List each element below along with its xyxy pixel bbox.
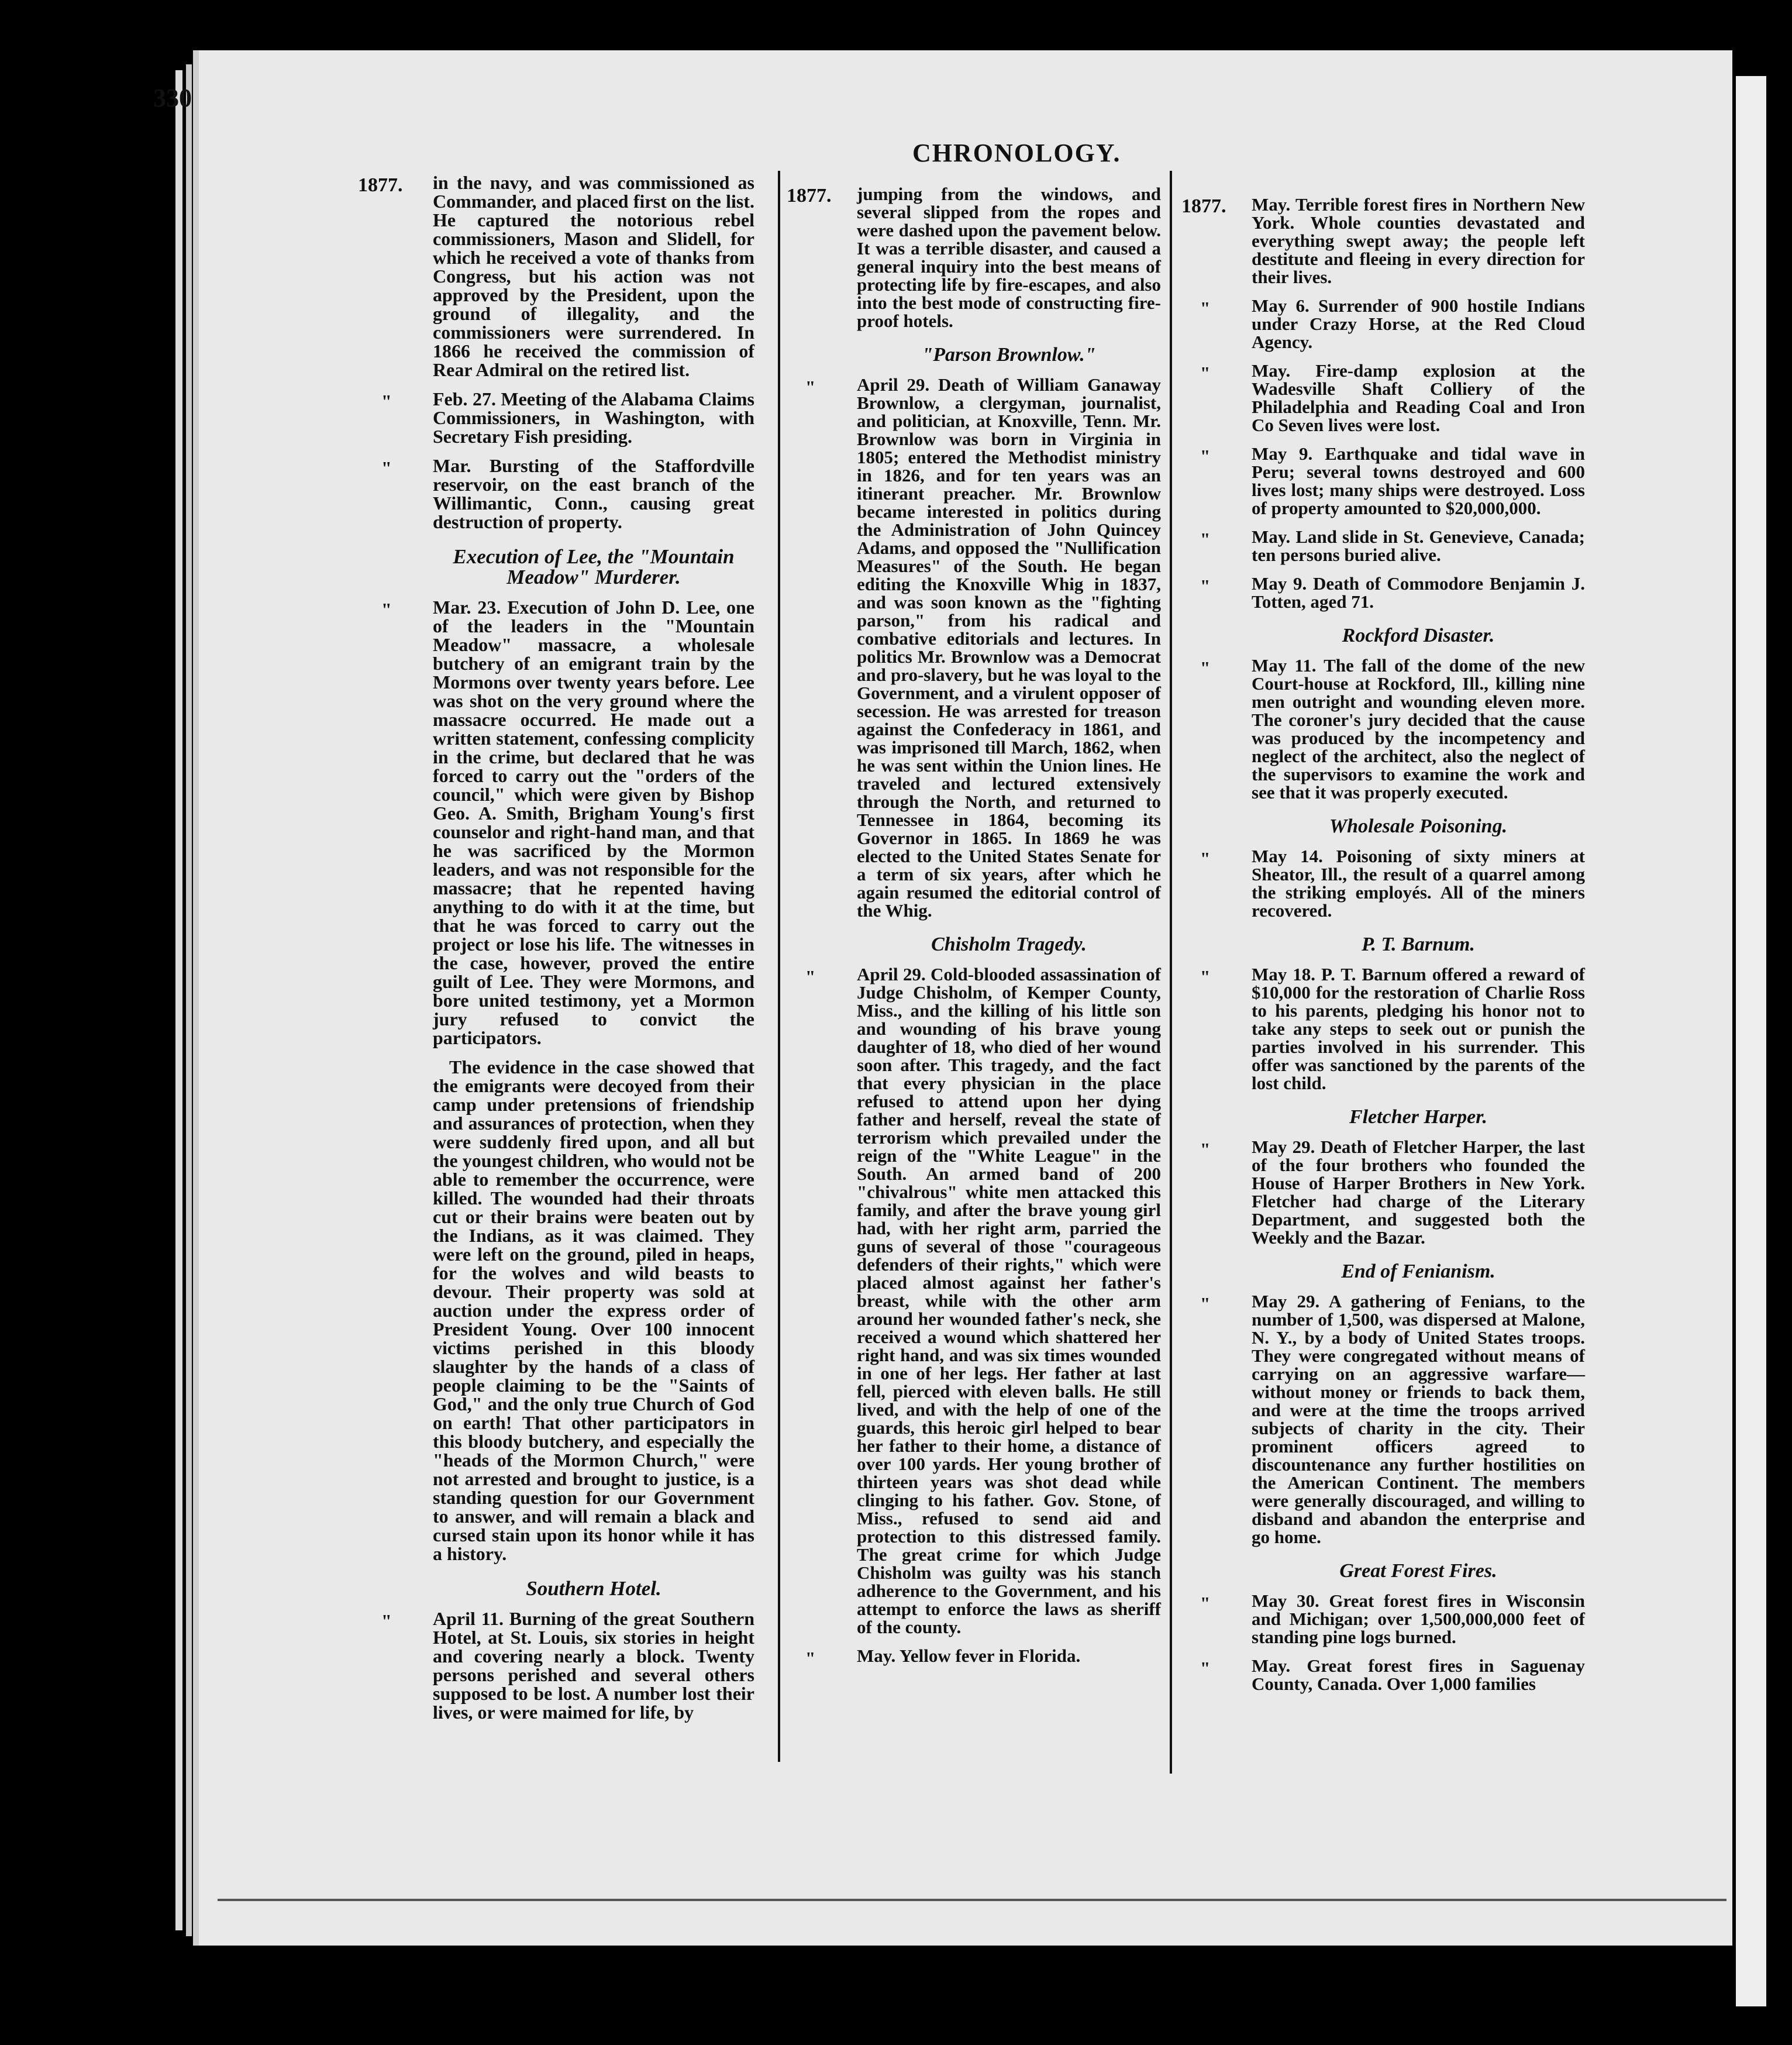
section-heading [1252, 626, 1585, 646]
running-header: CHRONOLOGY. [912, 139, 1121, 167]
entry-text: April 29. Cold-blooded assassination of Judge Chisholm, of Kemper County, Miss., and the killing of his little son and wounding of his brave young daughter of 18, who died of her wound soon after. This tragedy, and the fact that every physician in the place refused to attend upon her dying father and herself, reveal the state of terrorism which prevailed under the reign of the "White League" in the South. An armed band of 200 "chivalrous" white men attacked this family, and after the brave young girl had, with her right arm, parried the guns of several of those "courageous defenders of their rights," which were placed almost against her father's breast, while with the other arm around her wounded father's neck, she received a wound which shattered her right hand, and was six times wounded in one of her legs. Her father at last fell, pierced with eleven balls. He still lived, and with the help of one of the guards, this heroic girl helped to bear her father to their home, a distance of over 100 yards. Her young brother of thirteen years was shot dead while clinging to his father. Gov. Stone, of Miss., refused to send aid and protection to this distressed family. The great crime for which Judge Chisholm was guilty was his stanch adherence to the Government, and his attempt to enforce the laws as sheriff of the county. [857, 964, 1161, 1637]
chronology-entry [381, 455, 754, 532]
entry-text: The evidence in the case showed that the emigrants were decoyed from their camp under pretensions of friendship and assurances of protection, when they were suddenly fired upon, and all but the youngest children, who would not be able to remember the occurrence, were killed. The wounded had their throats cut or their brains were beaten out by the Indians, as it was claimed. They were left on the ground, piled in heaps, for the wolves and wild beasts to devour. Their property was sold at auction under the express order of President Young. Over 100 innocent victims perished in this bloody slaughter by the hands of a class of people claiming to be the "Saints of God," and the only true Church of God on earth! That other participators in this bloody butchery, and especially the "heads of the Mormon Church," were not arrested and brought to justice, is a standing question for our Government to answer, and will remain a black and cursed stain upon its honor while it has a history. [433, 1056, 754, 1564]
entry-text: May. Yellow fever in Florida. [857, 1645, 1081, 1666]
section-heading [857, 345, 1161, 365]
ditto-mark: " [1200, 363, 1211, 383]
column-rule [1170, 171, 1172, 1774]
ditto-mark: " [381, 1610, 392, 1631]
entry-text: April 29. Death of William Ganaway Brownlow, a clergyman, journalist, and politician, at Knoxville, Tenn. Mr. Brownlow was born in Virginia in 1805; entered the Methodist ministry in 1826, and for ten years was an itinerant preacher. Mr. Brownlow became interested in politics during the Administration of John Quincey Adams, and opposed the "Nullification Measures" of the South. He began editing the Knoxville Whig in 1837, and was soon known as the "fighting parson," from his radical and combative editorials and lectures. In politics Mr. Brownlow was a Democrat and pro-slavery, but he was loyal to the Government, and a virulent opposer of secession. He was arrested for treason against the Confederacy in 1861, and was imprisoned till March, 1862, when he was sent within the Union lines. He traveled and lectured extensively through the North, and returned to Tennessee in 1864, becoming its Governor in 1865. In 1869 he was elected to the United States Senate for a term of six years, after which he again resumed the editorial control of the Whig. [857, 374, 1161, 921]
entry-text: May. Terrible forest fires in Northern New York. Whole counties devastated and everything swept away; the people left destitute and fleeing in every direction for their lives. [1252, 194, 1585, 287]
page-number: 330 [153, 84, 192, 112]
column-rule [778, 171, 780, 1762]
section-heading [433, 1578, 754, 1599]
entry-text: P. T. Barnum. [1362, 934, 1475, 955]
entry-text: May 30. Great forest fires in Wisconsin and Michigan; over 1,500,000,000 feet of standing pine logs burned. [1252, 1590, 1585, 1647]
chronology-entry [1200, 443, 1585, 518]
chronology-entry [1200, 1291, 1585, 1547]
entry-text: in the navy, and was commissioned as Commander, and placed first on the list. He captured the notorious rebel commissioners, Mason and Slidell, for which he received a vote of thanks from Congress, but his action was not approved by the President, upon the ground of illegality, and the commissioners were surrendered. In 1866 he received the commission of Rear Admiral on the retired list. [433, 172, 754, 380]
chronology-entry [1200, 295, 1585, 352]
entry-text: jumping from the windows, and several slipped from the ropes and were dashed upon the pavement below. It was a terrible disaster, and caused a general inquiry into the best means of protecting life by fire-escapes, and also into the best mode of constructing fire-proof hotels. [857, 184, 1161, 331]
chronology-entry [1200, 360, 1585, 435]
chronology-entry [1200, 1590, 1585, 1647]
page-bottom-edge [218, 1899, 1726, 1901]
entry-text: Fletcher Harper. [1349, 1106, 1488, 1128]
entry-text: Great Forest Fires. [1339, 1560, 1497, 1582]
entry-text: May 14. Poisoning of sixty miners at Sheator, Ill., the result of a quarrel among the striking employés. All of the miners recovered. [1252, 846, 1585, 921]
ditto-mark: " [1200, 446, 1211, 466]
section-heading [1252, 1262, 1585, 1282]
entry-text: Mar. 23. Execution of John D. Lee, one of the leaders in the "Mountain Meadow" massacre, a wholesale butchery of an emigrant train by the Mormons over twenty years before. Lee was shot on the very ground where the massacre occurred. He made out a written statement, confessing complicity in the crime, but declared that he was forced to carry out the "orders of the council," which were given by Bishop Geo. A. Smith, Brigham Young's first counselor and right-hand man, and that he was sacrificed by the Mormon leaders, and was not responsible for the massacre; that he repented having anything to do with it at the time, but that he was forced to carry out the project or lose his life. The witnesses in the case, however, proved the entire guilt of Lee. They were Mormons, and bore united testimony, yet a Mormon jury refused to convict the participators. [433, 597, 754, 1048]
ditto-mark: " [1200, 1658, 1211, 1678]
entry-text: "Parson Brownlow." [922, 344, 1096, 366]
entry-text: Wholesale Poisoning. [1329, 815, 1508, 837]
page-edge [175, 70, 182, 1930]
chronology-entry [805, 1645, 1161, 1668]
section-heading [857, 935, 1161, 955]
chronology-entry [433, 173, 754, 379]
ditto-mark: " [381, 391, 392, 412]
chronology-entry [381, 1608, 754, 1723]
entry-text: Southern Hotel. [526, 1577, 661, 1600]
chronology-entry [1200, 1137, 1585, 1248]
ditto-mark: " [805, 377, 816, 397]
entry-text: Execution of Lee, the "Mountain Meadow" Murderer. [453, 545, 735, 588]
chronology-entry [381, 388, 754, 447]
entry-text: May 9. Earthquake and tidal wave in Peru; several towns destroyed and 600 lives lost; many ships were destroyed. Loss of property amounted to $20,000,000. [1252, 443, 1585, 518]
adjacent-page-edge [1736, 76, 1766, 2006]
chronology-entry [1200, 846, 1585, 921]
ditto-mark: " [1200, 657, 1211, 678]
ditto-mark: " [1200, 1593, 1211, 1613]
text-column-1 [381, 172, 754, 1732]
entry-text: Mar. Bursting of the Staffordville reservoir, on the east branch of the Willimantic, Conn., causing great destruction of property. [433, 455, 754, 532]
entry-text: Feb. 27. Meeting of the Alabama Claims Commissioners, in Washington, with Secretary Fish presiding. [433, 388, 754, 447]
chronology-entry [1252, 195, 1585, 286]
ditto-mark: " [1200, 848, 1211, 869]
chronology-entry [1200, 526, 1585, 565]
section-heading [1252, 1107, 1585, 1127]
entry-text: April 11. Burning of the great Southern Hotel, at St. Louis, six stories in height and covering nearly a block. Twenty persons perished and several others supposed to be lost. A number lost their lives, or were maimed for life, by [433, 1608, 754, 1723]
ditto-mark: " [381, 457, 392, 478]
ditto-mark: " [1200, 1293, 1211, 1314]
chronology-entry [805, 374, 1161, 921]
ditto-mark: " [1200, 966, 1211, 987]
column-year: 1877. [1181, 195, 1226, 217]
section-heading [1252, 1561, 1585, 1581]
entry-text: May 9. Death of Commodore Benjamin J. Totten, aged 71. [1252, 573, 1585, 612]
page-edge [186, 64, 192, 1936]
column-year: 1877. [787, 185, 832, 206]
entry-text: Rockford Disaster. [1342, 625, 1495, 646]
chronology-entry [1200, 655, 1585, 803]
section-heading [1252, 935, 1585, 955]
ditto-mark: " [1200, 298, 1211, 318]
chronology-entry [381, 597, 754, 1048]
ditto-mark: " [805, 1648, 816, 1668]
column-year: 1877. [358, 174, 403, 196]
entry-text: May 6. Surrender of 900 hostile Indians under Crazy Horse, at the Red Cloud Agency. [1252, 295, 1585, 352]
paragraph [433, 1058, 754, 1563]
chronology-entry [1200, 1655, 1585, 1694]
entry-text: Chisholm Tragedy. [931, 934, 1087, 955]
entry-text: May. Fire-damp explosion at the Wadesville Shaft Colliery of the Philadelphia and Reading Coal and Iron Co Seven lives were lost. [1252, 360, 1585, 435]
entry-text: End of Fenianism. [1341, 1261, 1495, 1282]
entry-text: May 18. P. T. Barnum offered a reward of $10,000 for the restoration of Charlie Ross to his parents, pledging his honor not to take any steps to seek out or punish the parties involved in his surrender. This offer was sanctioned by the parents of the lost child. [1252, 964, 1585, 1093]
chronology-entry [805, 964, 1161, 1637]
ditto-mark: " [381, 599, 392, 620]
chronology-entry [857, 185, 1161, 330]
entry-text: May. Great forest fires in Saguenay County, Canada. Over 1,000 families [1252, 1655, 1585, 1694]
entry-text: May 29. A gathering of Fenians, to the number of 1,500, was dispersed at Malone, N. Y., by a body of United States troops. They were congregated without means of carrying on an aggressive warfare—without money or friends to back them, and were at the time the troops arrived subjects of charity in the city. Their prominent officers agreed to discountenance any further hostilities on the American Continent. The members were generally discouraged, and willing to disband and abandon the enterprise and go home. [1252, 1291, 1585, 1547]
section-heading [433, 546, 754, 587]
section-heading [1252, 817, 1585, 836]
chronology-entry [1200, 964, 1585, 1093]
entry-text: May 29. Death of Fletcher Harper, the last of the four brothers who founded the House of Harper Brothers in New York. Fletcher had charge of the Literary Department, and suggested both the Weekly and the Bazar. [1252, 1137, 1585, 1248]
ditto-mark: " [1200, 1139, 1211, 1159]
ditto-mark: " [1200, 576, 1211, 596]
entry-text: May. Land slide in St. Genevieve, Canada; ten persons buried alive. [1252, 526, 1585, 565]
ditto-mark: " [1200, 529, 1211, 549]
chronology-entry [1200, 573, 1585, 612]
ditto-mark: " [805, 966, 816, 987]
entry-text: May 11. The fall of the dome of the new Court-house at Rockford, Ill., killing nine men outright and wounding eleven more. The coroner's jury decided that the cause was produced by the incompetency and neglect of the architect, also the neglect of the supervisors to examine the work and see that it was properly executed. [1252, 655, 1585, 803]
